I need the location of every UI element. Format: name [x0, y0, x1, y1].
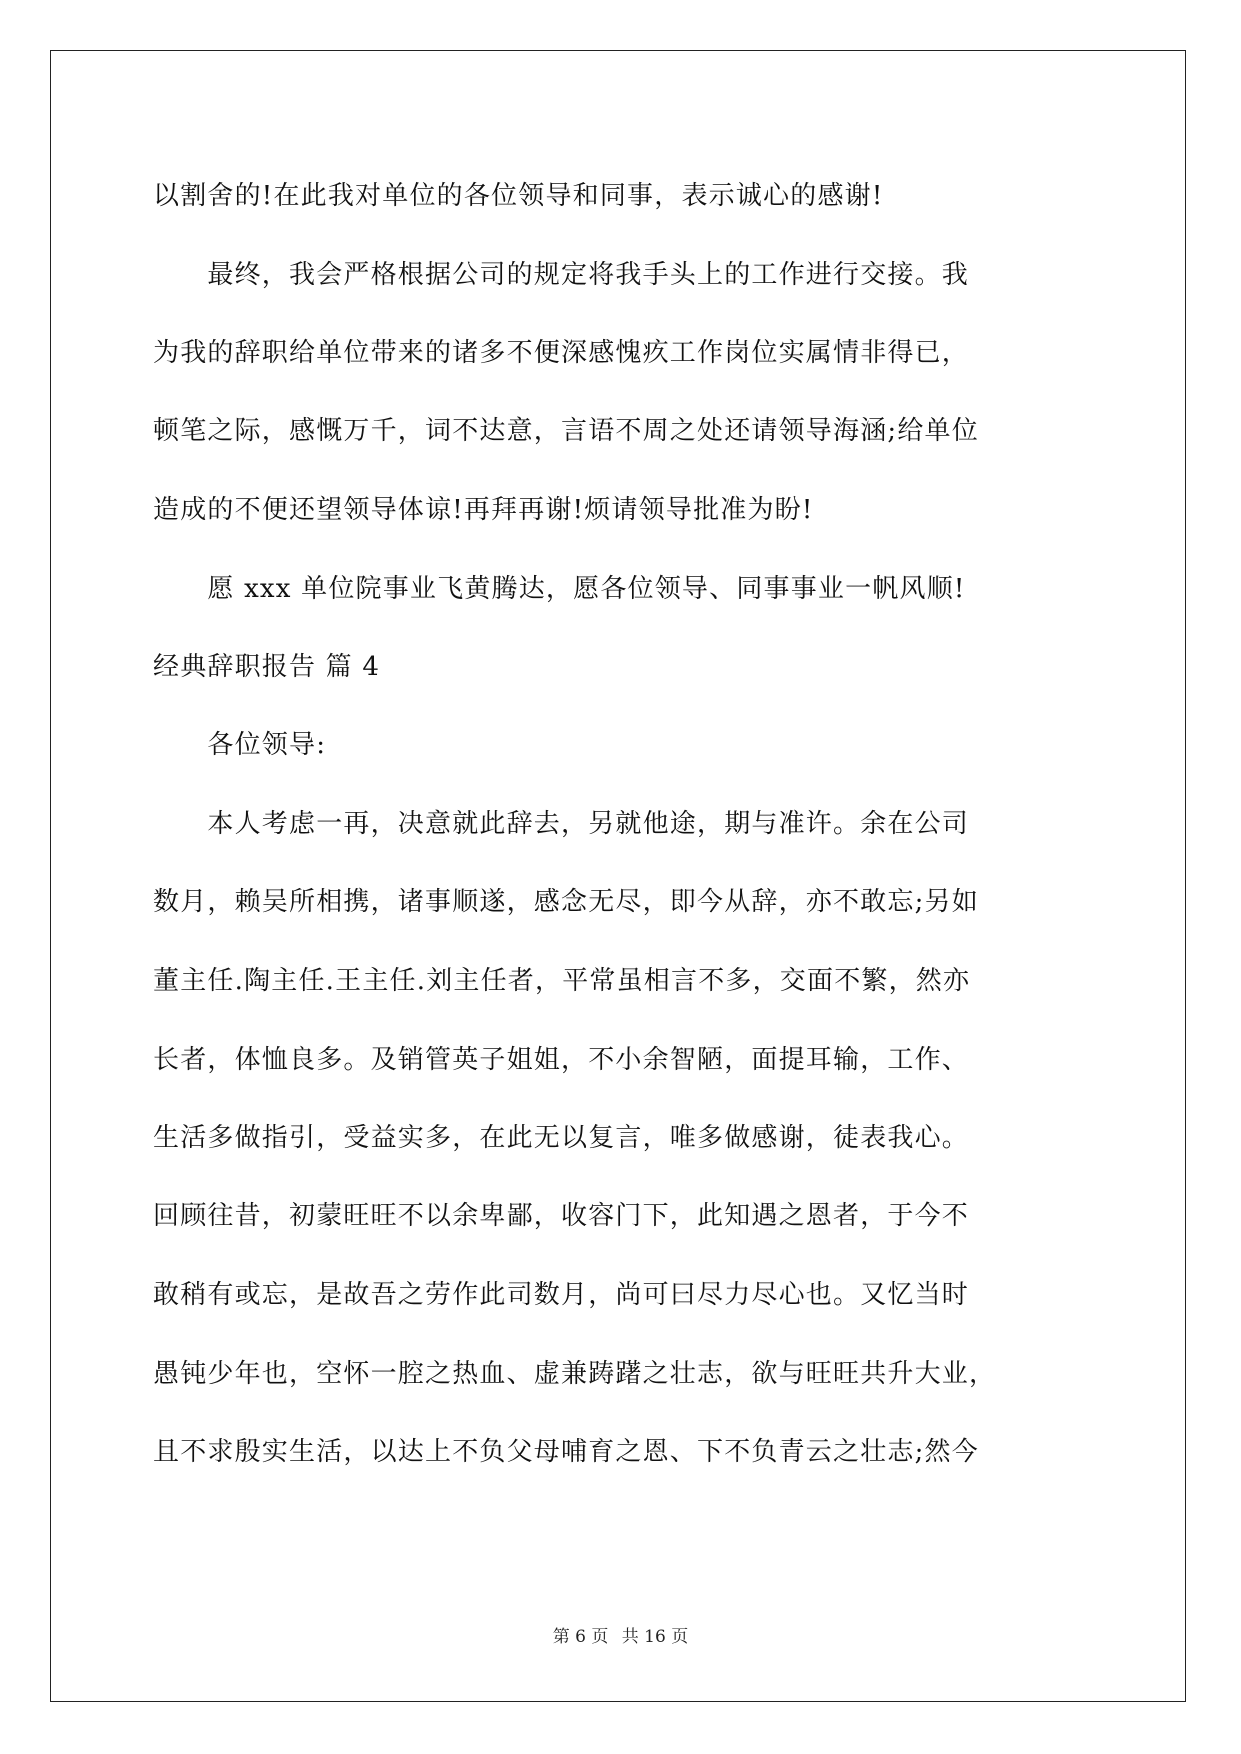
text-line: 本人考虑一再，决意就此辞去，另就他途，期与准许。余在公司 [153, 809, 970, 839]
text-line: 且不求殷实生活，以达上不负父母哺育之恩、下不负青云之壮志;然今 [153, 1437, 979, 1467]
text-line: 回顾往昔，初蒙旺旺不以余卑鄙，收容门下，此知遇之恩者，于今不 [153, 1201, 970, 1231]
text-line: 敢稍有或忘，是故吾之劳作此司数月，尚可曰尽力尽心也。又忆当时 [153, 1280, 970, 1310]
salutation: 各位领导: [153, 730, 327, 760]
text-line: 愚钝少年也，空怀一腔之热血、虚兼踌躇之壮志，欲与旺旺共升大业， [153, 1359, 997, 1389]
text-line: 造成的不便还望领导体谅!再拜再谢!烦请领导批准为盼! [153, 495, 814, 525]
section-heading: 经典辞职报告 篇 4 [153, 652, 381, 682]
text-line: 以割舍的!在此我对单位的各位领导和同事，表示诚心的感谢! [153, 181, 884, 211]
text-line: 生活多做指引，受益实多，在此无以复言，唯多做感谢，徒表我心。 [153, 1123, 970, 1153]
text-line: 顿笔之际，感慨万千，词不达意，言语不周之处还请领导海涵;给单位 [153, 416, 979, 446]
page-total: 共 16 页 [621, 1627, 689, 1647]
text-line: 最终，我会严格根据公司的规定将我手头上的工作进行交接。我 [153, 260, 970, 290]
page-number: 第 6 页 [552, 1627, 609, 1647]
text-line: 数月，赖吴所相携，诸事顺遂，感念无尽，即今从辞，亦不敢忘;另如 [153, 887, 979, 917]
page-footer [0, 1626, 1241, 1648]
text-line: 为我的辞职给单位带来的诸多不便深感愧疚工作岗位实属情非得已， [153, 338, 970, 368]
text-line: 长者，体恤良多。及销管英子姐姐，不小余智陋，面提耳输，工作、 [153, 1045, 970, 1075]
text-line: 愿 xxx 单位院事业飞黄腾达，愿各位领导、同事事业一帆风顺! [153, 574, 966, 604]
text-line: 董主任.陶主任.王主任.刘主任者，平常虽相言不多，交面不繁，然亦 [153, 966, 971, 996]
